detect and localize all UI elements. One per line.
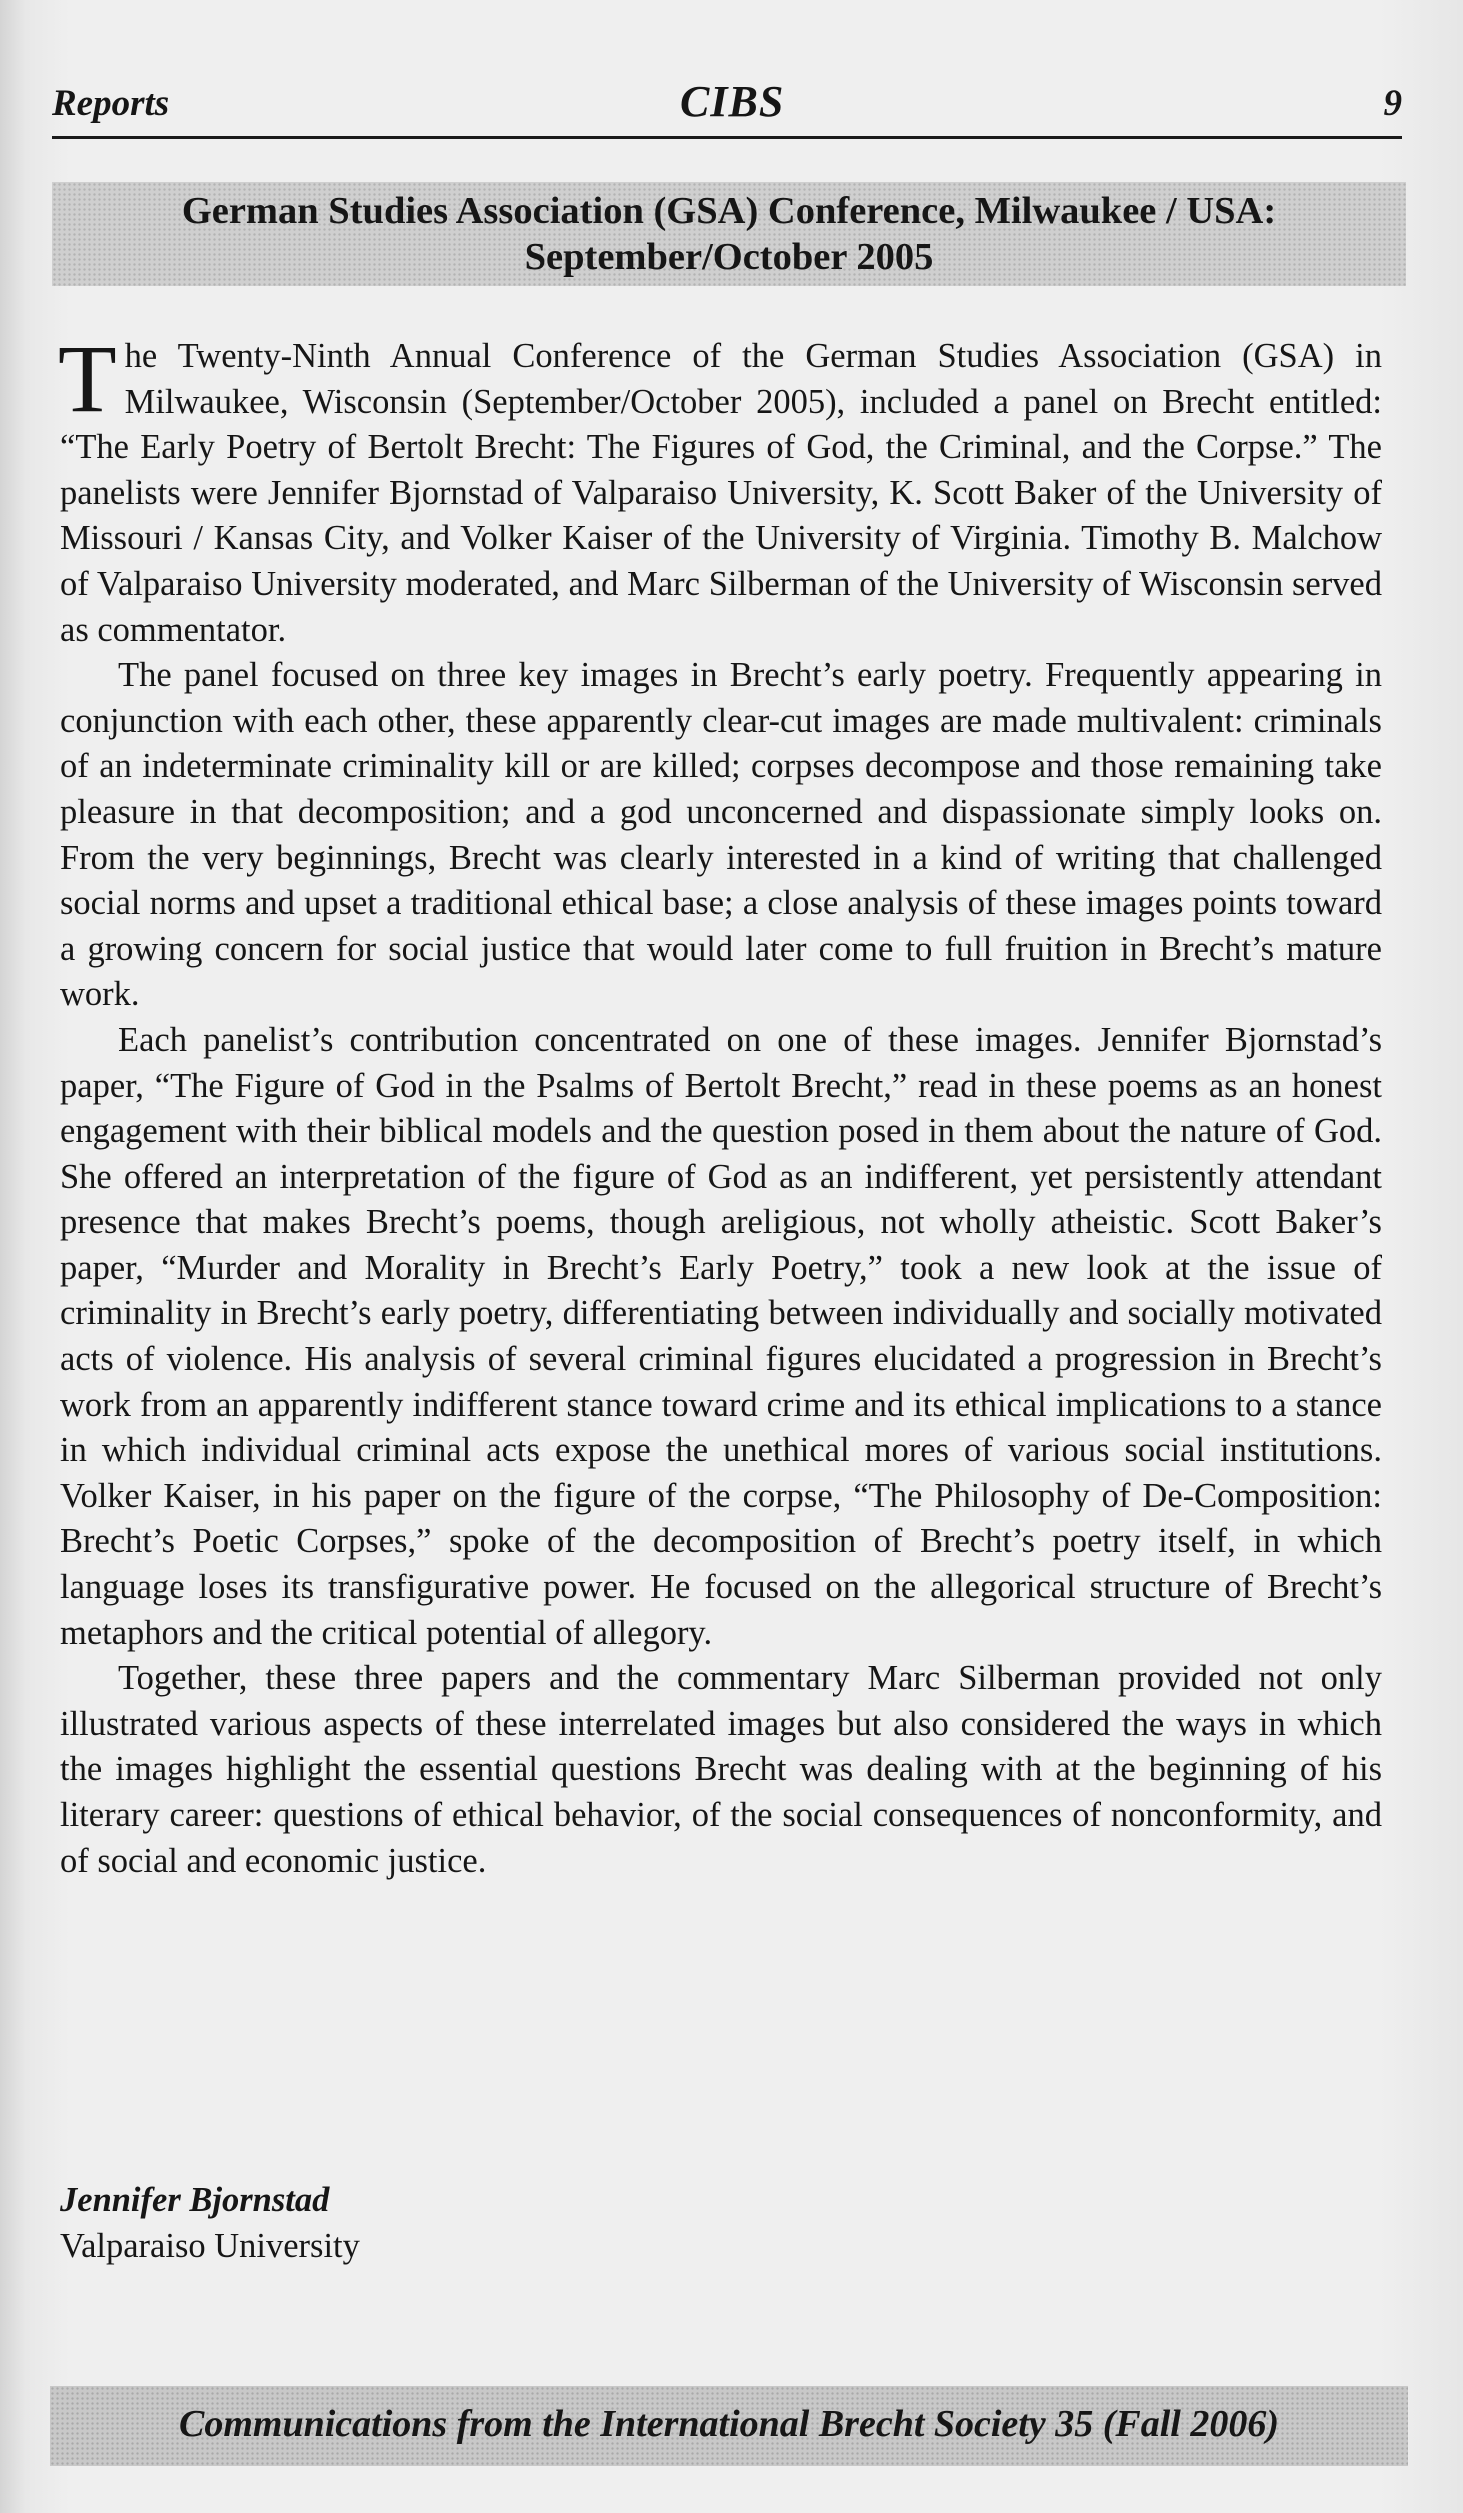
article-title bbox=[52, 182, 1406, 286]
section-label: Reports bbox=[52, 83, 170, 124]
article-body bbox=[58, 325, 1382, 1884]
drop-cap: T bbox=[58, 325, 117, 432]
author-name: Jennifer Bjornstad bbox=[60, 2181, 330, 2219]
article-title-line-1: German Studies Association (GSA) Conference, Milwaukee / USA: bbox=[181, 190, 1277, 232]
running-header bbox=[52, 74, 1402, 139]
author-signature bbox=[60, 2177, 360, 2269]
author-affiliation: Valparaiso University bbox=[60, 2227, 360, 2265]
paragraph-1-text: he Twenty-Ninth Annual Conference of the German Studies Association (GSA) in Milwaukee, Wisconsin (September/October 2005), included a panel on Brecht entitled: “The Early Poetry of Bertolt Brecht: The Figures of God, the Criminal, and the Corpse.” The panelists were Jennifer Bjornstad of Valparaiso University, K. Scott Baker of the University of Missouri / Kansas City, and Volker Kaiser of the University of Virginia. Timothy B. Malchow of Valparaiso University moderated, and Marc Silberman of the University of Wisconsin served as commentator. bbox=[60, 337, 1382, 649]
paragraph-2: The panel focused on three key images in Brecht’s early poetry. Frequently appearing in conjunction with each other, these apparently clear-cut images are made multivalent: criminals of an indeterminate criminality kill or are killed; corpses decompose and those remaining take pleasure in that decomposition; and a god unconcerned and dispassionate simply looks on. From the very beginnings, Brecht was clearly interested in a kind of writing that challenged social norms and upset a traditional ethical base; a close analysis of these images points toward a growing concern for social justice that would later come to full fruition in Brecht’s mature work. bbox=[60, 656, 1382, 1014]
paragraph-3: Each panelist’s contribution concentrated on one of these images. Jennifer Bjornstad’s paper, “The Figure of God in the Psalms of Bertolt Brecht,” read in these poems as an honest engagement with their biblical models and the question posed in them about the nature of God. She offered an interpretation of the figure of God as an indifferent, yet persistently attendant presence that makes Brecht’s poems, though areligious, not wholly atheistic. Scott Baker’s paper, “Murder and Morality in Brecht’s Early Poetry,” took a new look at the issue of criminality in Brecht’s early poetry, differentiating between individually and socially motivated acts of violence. His analysis of several criminal figures elucidated a progression in Brecht’s work from an apparently indifferent stance toward crime and its ethical implications to a stance in which individual criminal acts expose the unethical mores of various social institutions. Volker Kaiser, in his paper on the figure of the corpse, “The Philosophy of De-Composition: Brecht’s Poetic Corpses,” spoke of the decomposition of Brecht’s poetry itself, in which language loses its transfigurative power. He focused on the allegorical structure of Brecht’s metaphors and the critical potential of allegory. bbox=[60, 1020, 1382, 1652]
article-title-line-2: September/October 2005 bbox=[524, 236, 934, 278]
paragraph-4: Together, these three papers and the commentary Marc Silberman provided not only illustrated various aspects of these interrelated images but also considered the ways in which the images highlight the essential questions Brecht was dealing with at the beginning of his literary career: questions of ethical behavior, of the social consequences of nonconformity, and of social and economic justice. bbox=[60, 1659, 1382, 1880]
running-footer: Communications from the International Brecht Society 35 (Fall 2006) bbox=[50, 2386, 1408, 2466]
journal-title: CIBS bbox=[680, 77, 785, 126]
page-number: 9 bbox=[1383, 83, 1402, 124]
paragraph-1 bbox=[58, 325, 1382, 653]
